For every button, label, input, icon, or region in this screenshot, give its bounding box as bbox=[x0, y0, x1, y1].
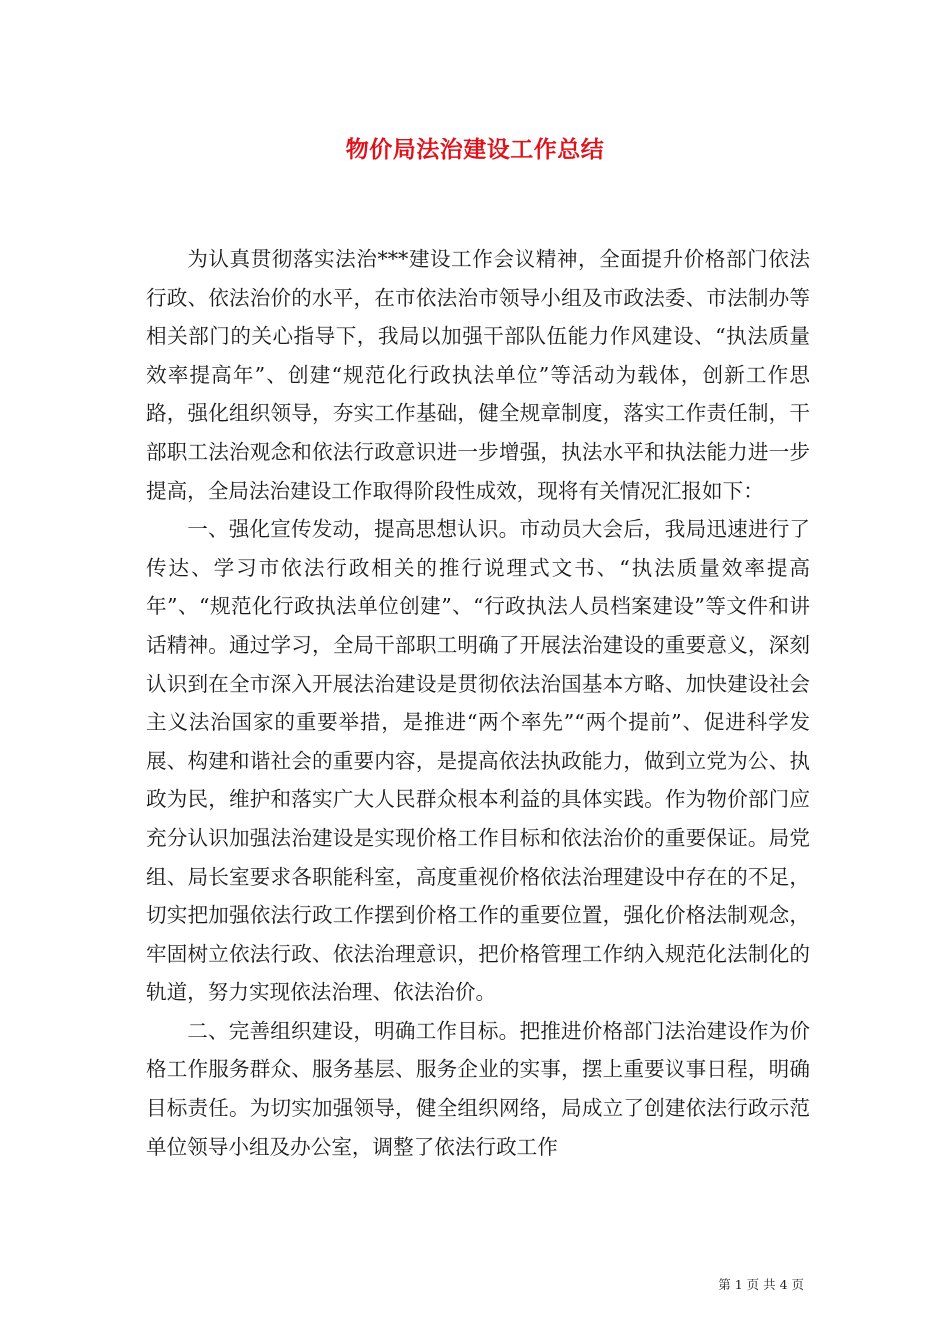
document-title: 物价局法治建设工作总结 bbox=[345, 136, 605, 163]
paragraph-section-2: 二、完善组织建设，明确工作目标。把推进价格部门法治建设作为价格工作服务群众、服务基层、服务企业的实事，摆上重要议事日程，明确目标责任。为切实加强领导，健全组织网络，局成立了创建依法行政示范单位领导小组及办公室，调整了依法行政工作 bbox=[146, 1018, 810, 1159]
paragraph-intro: 为认真贯彻落实法治***建设工作会议精神，全面提升价格部门依法行政、依法治价的水平，在市依法治市领导小组及市政法委、市法制办等相关部门的关心指导下，我局以加强干部队伍能力作风建设、“执法质量效率提高年”、创建“规范化行政执法单位”等活动为载体，创新工作思路，强化组织领导，夯实工作基础，健全规章制度，落实工作责任制，干部职工法治观念和依法行政意识进一步增强，执法水平和执法能力进一步提高，全局法治建设工作取得阶段性成效，现将有关情况汇报如下： bbox=[146, 247, 810, 503]
paragraph-section-1: 一、强化宣传发动，提高思想认识。市动员大会后，我局迅速进行了传达、学习市依法行政相关的推行说理式文书、“执法质量效率提高年”、“规范化行政执法单位创建”、“行政执法人员档案建设”等文件和讲话精神。通过学习，全局干部职工明确了开展法治建设的重要意义，深刻认识到在全市深入开展法治建设是贯彻依法治国基本方略、加快建设社会主义法治国家的重要举措，是推进“两个率先”“两个提前”、促进科学发展、构建和谐社会的重要内容，是提高依法执政能力，做到立党为公、执政为民，维护和落实广大人民群众根本利益的具体实践。作为物价部门应充分认识加强法治建设是实现价格工作目标和依法治价的重要保证。局党组、局长室要求各职能科室，高度重视价格依法治理建设中存在的不足，切实把加强依法行政工作摆到价格工作的重要位置，强化价格法制观念，牢固树立依法行政、依法治理意识，把价格管理工作纳入规范化法制化的轨道，努力实现依法治理、依法治价。 bbox=[146, 517, 810, 1005]
page-number-footer: 第 1 页 共 4 页 bbox=[718, 1277, 804, 1292]
document-body bbox=[146, 240, 810, 1166]
